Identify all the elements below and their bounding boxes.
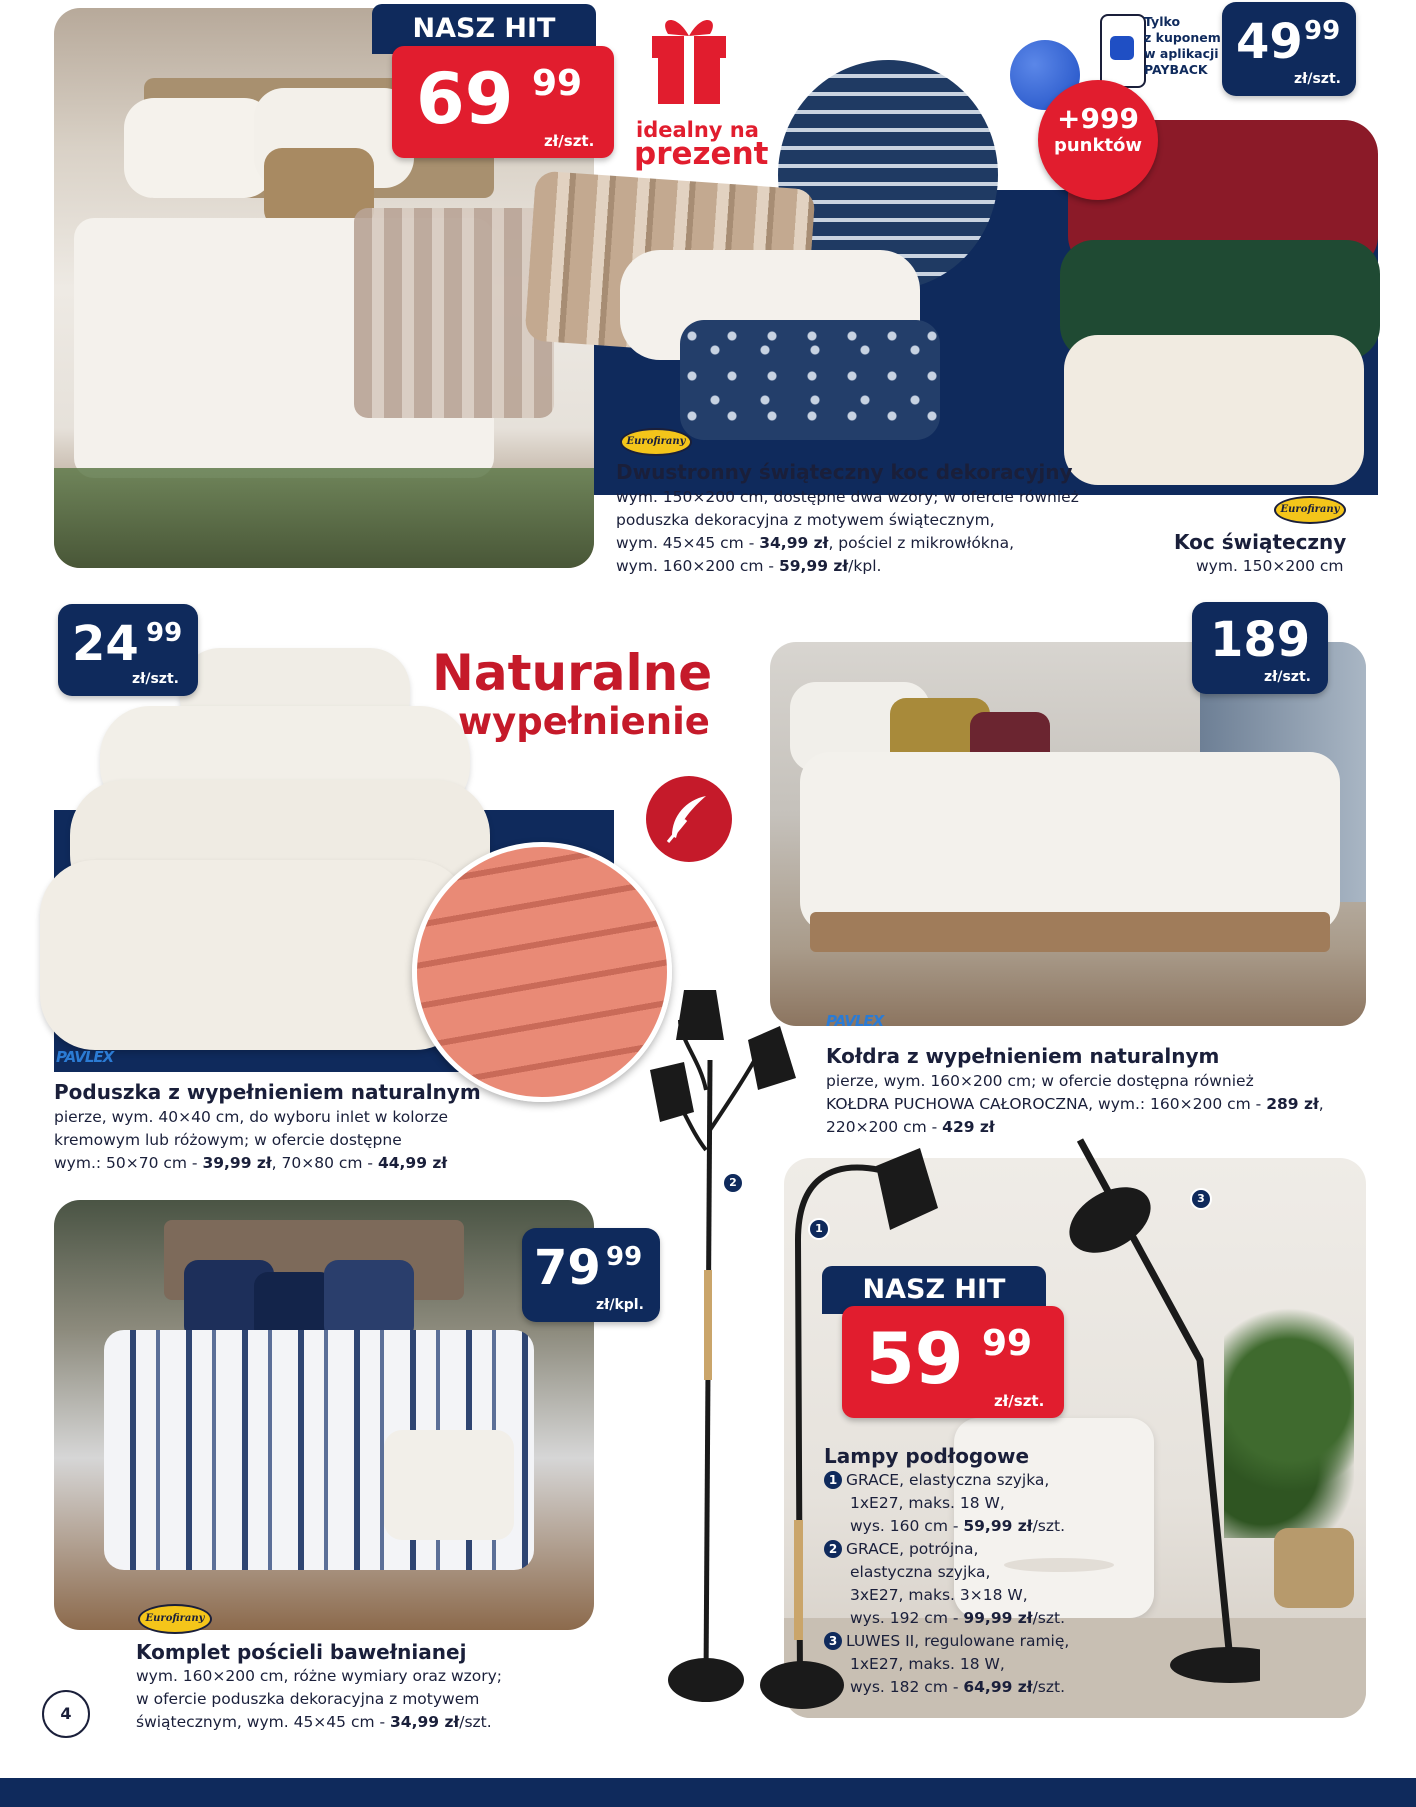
points-label: punktów xyxy=(1053,135,1143,156)
desc-text: wys. 160 cm - xyxy=(850,1517,964,1535)
navy-cushion xyxy=(324,1260,414,1340)
desc-price: 429 zł xyxy=(942,1118,995,1136)
desc-price: 34,99 zł xyxy=(390,1713,460,1731)
desc-text: GRACE, elastyczna szyjka, xyxy=(846,1471,1050,1489)
floor-greenery xyxy=(54,468,594,568)
nasz-hit-tab: NASZ HIT xyxy=(822,1266,1046,1314)
desc-text: /szt. xyxy=(1032,1678,1066,1696)
bed-frame xyxy=(810,912,1330,952)
desc-price: 59,99 zł xyxy=(778,557,849,575)
desc-text: , xyxy=(1318,1095,1324,1113)
price-unit: zł/szt. xyxy=(132,671,179,687)
coupon-line: w aplikacji xyxy=(1144,46,1219,61)
price-unit: zł/szt. xyxy=(544,132,595,150)
desc-line xyxy=(616,532,1136,555)
desc-line: pierze, wym. 40×40 cm, do wyboru inlet w kolorze xyxy=(54,1108,449,1126)
item-number: 1 xyxy=(824,1471,842,1489)
price-unit: zł/kpl. xyxy=(596,1297,644,1313)
desc-line xyxy=(824,1630,1114,1653)
price-unit: zł/szt. xyxy=(1264,669,1311,685)
page-number: 4 xyxy=(42,1690,90,1738)
feather-icon xyxy=(646,776,732,862)
price-decimal: 99 xyxy=(982,1323,1033,1364)
desc-price: 59,99 zł xyxy=(963,1517,1033,1535)
duvet-price-tag xyxy=(1192,602,1328,694)
desc-line xyxy=(824,1676,1114,1699)
price-integer: 49 xyxy=(1236,14,1303,70)
desc-line: w ofercie poduszka dekoracyjna z motywem xyxy=(136,1690,480,1708)
product-title: Kołdra z wypełnieniem naturalnym xyxy=(826,1044,1220,1068)
desc-line: 1xE27, maks. 18 W, xyxy=(850,1655,1005,1673)
product-description xyxy=(824,1469,1114,1699)
desc-text: /szt. xyxy=(1032,1609,1066,1627)
desc-line xyxy=(616,555,1136,578)
plant-pot xyxy=(1274,1528,1354,1608)
lamp-marker-3: 3 xyxy=(1190,1188,1212,1210)
price-integer: 59 xyxy=(866,1318,964,1400)
lamp-shade xyxy=(650,1062,694,1122)
price-decimal: 99 xyxy=(1304,16,1341,46)
coupon-line: PAYBACK xyxy=(1144,62,1208,77)
product-title: Komplet pościeli bawełnianej xyxy=(136,1640,467,1664)
desc-price: 99,99 zł xyxy=(963,1609,1033,1627)
pavlex-logo: PAVLEX xyxy=(56,1048,114,1066)
coupon-line: Tylko xyxy=(1144,14,1181,29)
lamp-marker-1: 1 xyxy=(808,1218,830,1240)
desc-line xyxy=(824,1469,1114,1492)
lamp-marker-2: 2 xyxy=(722,1172,744,1194)
desc-line xyxy=(54,1152,514,1175)
desc-price: 64,99 zł xyxy=(963,1678,1033,1696)
desc-text: /szt. xyxy=(1032,1517,1066,1535)
desc-price: 44,99 zł xyxy=(377,1154,448,1172)
product-description: wym. 150×200 cm xyxy=(1196,557,1344,575)
desc-text: 220×200 cm - xyxy=(826,1118,943,1136)
gift-text-line1: idealny na xyxy=(636,118,759,142)
navy-snowflake-blanket xyxy=(680,320,940,440)
price-decimal: 99 xyxy=(146,618,183,648)
item-number: 2 xyxy=(824,1540,842,1558)
payback-coupon-text xyxy=(1144,14,1221,78)
desc-text: GRACE, potrójna, xyxy=(846,1540,979,1558)
duvet-bed-photo xyxy=(770,642,1366,1026)
desc-text: wys. 192 cm - xyxy=(850,1609,964,1627)
desc-text: KOŁDRA PUCHOWA CAŁOROCZNA, wym.: 160×200 cm - xyxy=(826,1095,1267,1113)
desc-line: 3xE27, maks. 3×18 W, xyxy=(850,1586,1028,1604)
natural-headline-2: wypełnienie xyxy=(458,700,710,743)
price-decimal: 99 xyxy=(532,63,583,104)
bed-pillow xyxy=(124,98,274,198)
product-description xyxy=(616,486,1136,578)
desc-text: LUWES II, regulowane ramię, xyxy=(846,1632,1070,1650)
desc-line: poduszka dekoracyjna z motywem świątecznym, xyxy=(616,511,995,529)
payback-points-badge xyxy=(1038,80,1158,200)
points-value: +999 xyxy=(1057,102,1139,135)
desc-line xyxy=(824,1515,1114,1538)
christmas-cushion xyxy=(384,1430,514,1540)
price-unit: zł/szt. xyxy=(994,1392,1045,1410)
gift-text-line2: prezent xyxy=(634,136,769,172)
desc-line: 1xE27, maks. 18 W, xyxy=(850,1494,1005,1512)
pavlex-logo: PAVLEX xyxy=(826,1012,884,1030)
eurofirany-logo: Eurofirany xyxy=(138,1604,212,1634)
pink-pillows-circle xyxy=(412,842,672,1102)
desc-line: wym. 150×200 cm, dostępne dwa wzory; w ofercie również xyxy=(616,488,1079,506)
desc-line xyxy=(824,1607,1114,1630)
cream-blanket xyxy=(1064,335,1364,485)
coupon-line: z kuponem xyxy=(1144,30,1221,45)
desc-text: /szt. xyxy=(459,1713,492,1731)
footer-band xyxy=(0,1778,1416,1807)
desc-price: 289 zł xyxy=(1266,1095,1319,1113)
price-integer: 79 xyxy=(534,1240,601,1296)
lamp-shade xyxy=(1058,1174,1162,1266)
product-title: Koc świąteczny xyxy=(1174,530,1347,554)
desc-text: wym.: 50×70 cm - xyxy=(54,1154,203,1172)
desc-text: wym. 45×45 cm - xyxy=(616,534,760,552)
white-duvet xyxy=(800,752,1340,932)
pillow xyxy=(40,860,470,1050)
price-tag-red xyxy=(842,1306,1064,1418)
price-unit: zł/szt. xyxy=(1294,71,1341,87)
phone-icon xyxy=(1100,14,1146,88)
price-decimal: 99 xyxy=(606,1242,643,1272)
desc-line: wym. 160×200 cm, różne wymiary oraz wzory; xyxy=(136,1667,503,1685)
product-description xyxy=(54,1106,514,1175)
bedding-set-photo xyxy=(54,1200,594,1630)
lamp-shade xyxy=(876,1148,938,1230)
desc-line: pierze, wym. 160×200 cm; w ofercie dostępna również xyxy=(826,1072,1254,1090)
desc-text: wys. 182 cm - xyxy=(850,1678,964,1696)
product-title: Poduszka z wypełnieniem naturalnym xyxy=(54,1080,481,1104)
lamp-shade xyxy=(748,1026,796,1090)
natural-headline-1: Naturalne xyxy=(432,644,713,702)
desc-line: elastyczna szyjka, xyxy=(850,1563,991,1581)
price-integer: 189 xyxy=(1210,612,1311,668)
price-integer: 69 xyxy=(416,58,514,140)
nasz-hit-tab: NASZ HIT xyxy=(372,4,596,54)
desc-line xyxy=(824,1538,1114,1561)
item-number: 3 xyxy=(824,1632,842,1650)
payback-price-tag xyxy=(1222,2,1356,96)
desc-line xyxy=(136,1711,556,1734)
desc-text: , pościel z mikrowłókna, xyxy=(828,534,1015,552)
desc-text: świątecznym, wym. 45×45 cm - xyxy=(136,1713,391,1731)
desc-price: 39,99 zł xyxy=(202,1154,272,1172)
desc-text: /kpl. xyxy=(848,557,882,575)
plaid-throw xyxy=(354,208,554,418)
product-title: Lampy podłogowe xyxy=(824,1444,1030,1468)
desc-price: 34,99 zł xyxy=(759,534,829,552)
product-title: Dwustronny świąteczny koc dekoracyjny xyxy=(616,460,1073,484)
product-description xyxy=(136,1665,556,1734)
gift-icon xyxy=(646,6,732,106)
eurofirany-logo: Eurofirany xyxy=(620,428,692,456)
pillow-price-tag xyxy=(58,604,198,696)
desc-line: kremowym lub różowym; w ofercie dostępne xyxy=(54,1131,402,1149)
lamp-shade xyxy=(676,990,724,1040)
desc-text: , 70×80 cm - xyxy=(271,1154,378,1172)
price-tag-red xyxy=(392,46,614,158)
price-integer: 24 xyxy=(72,616,139,672)
desc-text: wym. 160×200 cm - xyxy=(616,557,779,575)
eurofirany-logo: Eurofirany xyxy=(1274,496,1346,524)
